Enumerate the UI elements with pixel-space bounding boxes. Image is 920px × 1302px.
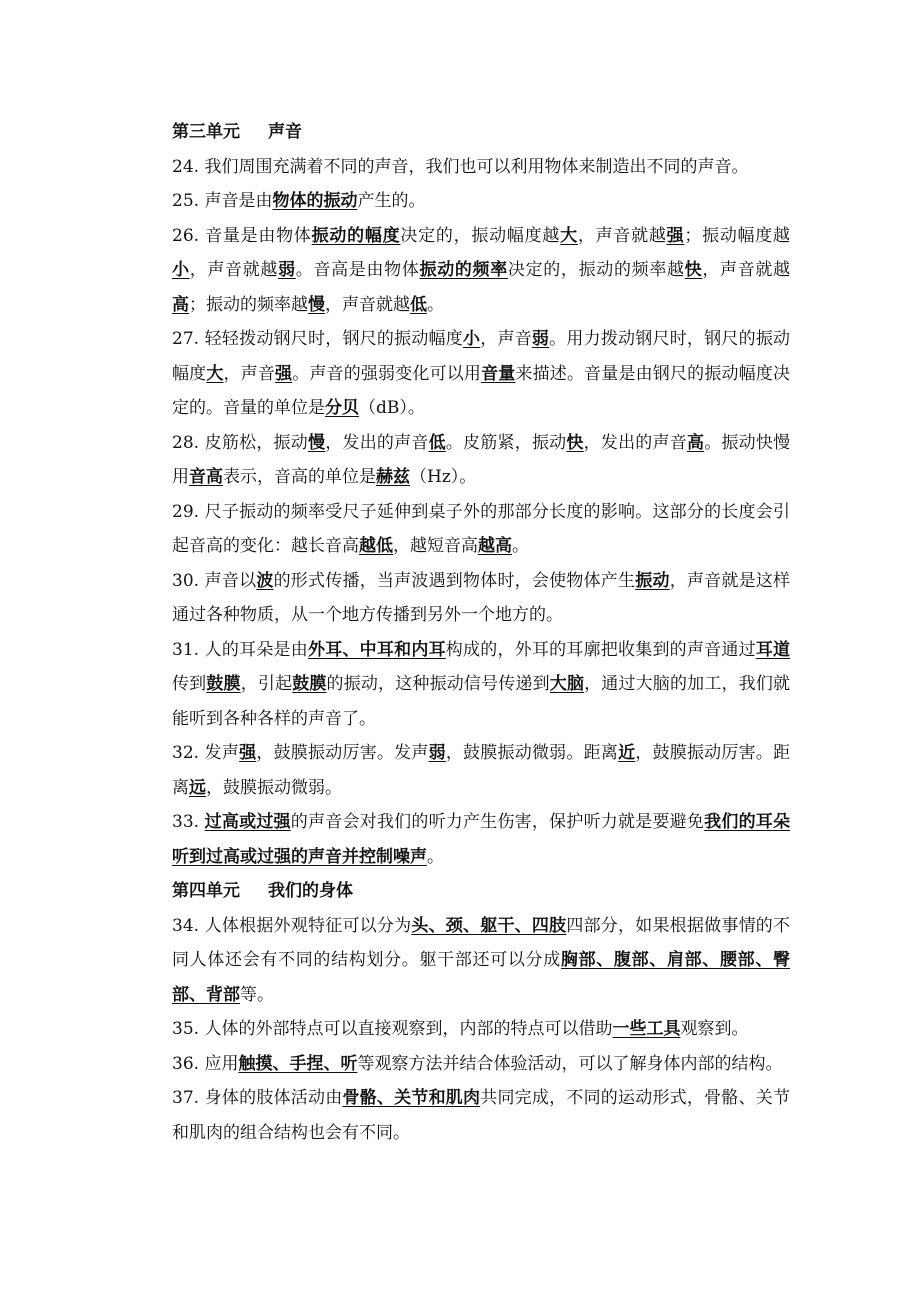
item-text: 的声音会对我们的听力产生伤害，保护听力就是要避免 <box>290 812 705 832</box>
list-item <box>172 909 790 1013</box>
list-item <box>172 736 790 805</box>
item-text: 来描述。音量是由钢尺的振动幅度决定的。音量的单位是 <box>172 363 791 418</box>
item-text: ，引起 <box>240 674 293 694</box>
underlined-answer: 分贝 <box>325 398 359 418</box>
underlined-answer: 强 <box>666 225 685 246</box>
item-text: （dB）。 <box>359 398 425 418</box>
underlined-answer: 耳道 <box>755 639 791 660</box>
underlined-answer: 低 <box>428 432 446 453</box>
unit3-title: 声音 <box>268 122 302 142</box>
underlined-answer: 越高 <box>478 536 512 556</box>
list-item <box>172 564 790 633</box>
item-text: 。皮筋紧，振动 <box>445 432 567 453</box>
underlined-answer: 鼓膜 <box>206 674 241 694</box>
item-text: 人体的外部特点可以直接观察到，内部的特点可以借助 <box>204 1019 613 1039</box>
item-number: 34. <box>172 915 205 936</box>
list-item <box>172 426 790 495</box>
item-text: ，发出的声音 <box>325 432 429 453</box>
list-item <box>172 633 790 737</box>
item-text: 决定的，振动幅度越 <box>400 225 561 246</box>
unit3-heading <box>172 115 790 150</box>
item-text: ，声音就是这样通过各种物质，从一个地方传播到另外一个地方的。 <box>172 570 791 625</box>
underlined-answer: 触摸、手捏、听 <box>238 1053 358 1074</box>
item-text: 表示，音高的单位是 <box>223 467 376 487</box>
underlined-answer: 慢 <box>308 432 326 453</box>
item-text: （Hz）。 <box>410 467 477 487</box>
item-text: 发声 <box>204 743 240 763</box>
item-text: 。 <box>427 294 444 315</box>
underlined-answer: 快 <box>684 260 703 280</box>
underlined-answer: 振动 <box>635 570 670 591</box>
item-number: 30. <box>172 570 205 591</box>
item-number: 37. <box>172 1088 205 1108</box>
item-text: ，鼓膜振动微弱。距离 <box>445 743 619 763</box>
list-item <box>172 495 790 564</box>
item-text: 的形式传播，当声波遇到物体时，会使物体产生 <box>273 570 636 591</box>
underlined-answer: 小 <box>172 260 190 280</box>
item-text: ，声音 <box>223 363 276 384</box>
item-text: 身体的肢体活动由 <box>204 1088 343 1108</box>
item-number: 32. <box>172 743 205 763</box>
item-text: ，通过大脑的加工，我们就能听到各种各样的声音了。 <box>172 674 791 729</box>
underlined-answer: 大 <box>206 363 224 384</box>
underlined-answer: 强 <box>275 363 293 384</box>
list-item <box>172 219 790 323</box>
unit4-list <box>172 909 790 1151</box>
item-text: ，鼓膜振动厉害。距离 <box>172 743 791 798</box>
document-page <box>172 115 790 1150</box>
underlined-answer: 头、颈、躯干、四肢 <box>411 915 567 936</box>
underlined-answer: 高 <box>172 294 189 315</box>
underlined-answer: 过高或过强 <box>204 812 291 832</box>
item-number: 24. <box>172 156 205 177</box>
item-text: 。 <box>427 846 444 867</box>
underlined-answer: 越低 <box>359 536 393 556</box>
item-text: 共同完成，不同的运动形式，骨骼、关节和肌肉的组合结构也会有不同。 <box>172 1088 791 1143</box>
item-text: 。 <box>512 536 529 556</box>
unit4-title: 我们的身体 <box>268 881 353 901</box>
item-text: ，声音就越 <box>189 260 279 280</box>
underlined-answer: 弱 <box>278 260 296 280</box>
item-text: ，发出的声音 <box>583 432 687 453</box>
item-number: 35. <box>172 1019 205 1039</box>
item-text: ，鼓膜振动微弱。 <box>206 777 342 798</box>
underlined-answer: 外耳、中耳和内耳 <box>308 639 446 660</box>
item-text: 音量是由物体 <box>205 225 312 246</box>
underlined-answer: 低 <box>410 294 427 315</box>
unit3-list <box>172 150 790 875</box>
list-item <box>172 805 790 874</box>
item-text: 观察到。 <box>680 1019 749 1039</box>
item-number: 31. <box>172 639 205 660</box>
item-text: 等观察方法并结合体验活动，可以了解身体内部的结构。 <box>357 1053 783 1074</box>
item-text: 我们周围充满着不同的声音，我们也可以利用物体来制造出不同的声音。 <box>204 156 749 177</box>
item-text: ，声音 <box>480 329 532 349</box>
underlined-answer: 高 <box>686 432 705 453</box>
item-text: 尺子振动的频率受尺子延伸到桌子外的那部分长度的影响。这部分的长度会引起音高的变化：越长音高 <box>172 501 790 556</box>
item-text: 。振动快慢用 <box>172 432 791 487</box>
underlined-answer: 振动的幅度 <box>311 225 401 246</box>
list-item <box>172 322 790 426</box>
underlined-answer: 大脑 <box>549 674 585 694</box>
underlined-answer: 音高 <box>189 467 223 487</box>
item-text: 轻轻拨动钢尺时，钢尺的振动幅度 <box>204 329 464 349</box>
underlined-answer: 弱 <box>531 329 550 349</box>
underlined-answer: 小 <box>463 329 481 349</box>
item-text: 皮筋松，振动 <box>204 432 309 453</box>
item-number: 36. <box>172 1053 205 1074</box>
item-text: 声音是由 <box>204 191 273 211</box>
item-text: 决定的，振动的频率越 <box>507 260 685 280</box>
item-text: 产生的。 <box>357 191 426 211</box>
list-item <box>172 1012 790 1047</box>
item-text: 声音以 <box>204 570 257 591</box>
underlined-answer: 大 <box>560 225 578 246</box>
underlined-answer: 弱 <box>428 743 446 763</box>
item-text: 人的耳朵是由 <box>204 639 309 660</box>
underlined-answer: 远 <box>189 777 206 798</box>
item-number: 26. <box>172 225 206 246</box>
item-text: ；振动的频率越 <box>189 294 308 315</box>
item-text: ，鼓膜振动厉害。发声 <box>256 743 429 763</box>
underlined-answer: 胸部、腹部、肩部、腰部、臀部、背部 <box>172 950 791 1005</box>
underlined-answer: 振动的频率 <box>419 260 508 280</box>
item-text: ，声音就越 <box>577 225 667 246</box>
item-text: 的振动，这种振动信号传递到 <box>326 674 550 694</box>
item-number: 29. <box>172 501 205 522</box>
underlined-answer: 强 <box>239 743 257 763</box>
item-text: 传到 <box>172 674 207 694</box>
list-item <box>172 1047 790 1082</box>
unit3-label: 第三单元 <box>172 122 240 142</box>
unit4-label: 第四单元 <box>172 881 240 901</box>
item-text: ，声音就越 <box>325 294 410 315</box>
underlined-answer: 波 <box>256 570 274 591</box>
underlined-answer: 鼓膜 <box>292 674 327 694</box>
item-text: ；振动幅度越 <box>684 225 791 246</box>
underlined-answer: 慢 <box>308 294 325 315</box>
item-text: 。音高是由物体 <box>295 260 420 280</box>
underlined-answer: 一些工具 <box>612 1019 681 1039</box>
underlined-answer: 快 <box>566 432 584 453</box>
item-text: 。用力拨动钢尺时，钢尺的振动幅度 <box>172 329 791 384</box>
item-text: 四部分，如果根据做事情的不同人体还会有不同的结构划分。躯干部还可以分成 <box>172 915 791 970</box>
underlined-answer: 赫兹 <box>376 467 410 487</box>
list-item <box>172 184 790 219</box>
item-text: 。声音的强弱变化可以用 <box>292 363 482 384</box>
item-text: 人体根据外观特征可以分为 <box>204 915 412 936</box>
underlined-answer: 物体的振动 <box>272 191 358 211</box>
underlined-answer: 音量 <box>481 363 516 384</box>
item-text: 应用 <box>204 1053 239 1074</box>
unit4-heading <box>172 874 790 909</box>
list-item <box>172 150 790 185</box>
item-text: 构成的，外耳的耳廓把收集到的声音通过 <box>445 639 756 660</box>
underlined-answer: 我们的耳朵听到过高或过强的声音并控制噪声 <box>172 812 791 867</box>
item-number: 33. <box>172 812 205 832</box>
item-number: 27. <box>172 329 205 349</box>
underlined-answer: 近 <box>618 743 636 763</box>
list-item <box>172 1081 790 1150</box>
item-text: ，越短音高 <box>393 536 478 556</box>
item-text: 等。 <box>240 984 274 1005</box>
item-text: ，声音就越 <box>702 260 791 280</box>
item-number: 25. <box>172 191 205 211</box>
item-number: 28. <box>172 432 205 453</box>
underlined-answer: 骨骼、关节和肌肉 <box>342 1088 481 1108</box>
